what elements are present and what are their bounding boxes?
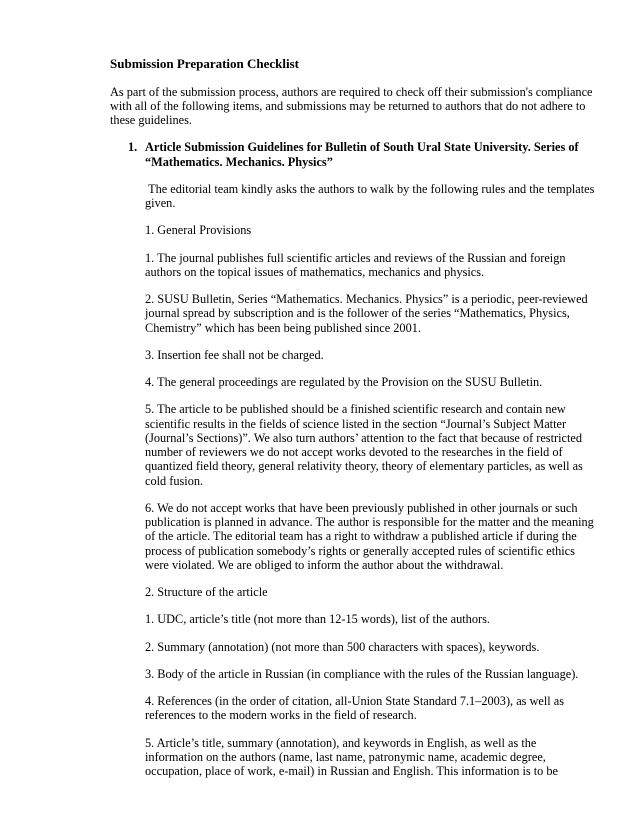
checklist-item-number: 1. xyxy=(128,140,138,155)
guideline-paragraph: 3. Body of the article in Russian (in compliance with the rules of the Russian language). xyxy=(145,666,579,681)
guideline-paragraph: 5. Article’s title, summary (annotation), and keywords in English, as well as the information on the authors (name, last name, patronymic name, academic degree, occupation, place of work, e-mail) in Russian and English. This information is to be xyxy=(145,735,559,779)
guideline-paragraph: 2. SUSU Bulletin, Series “Mathematics. Mechanics. Physics” is a periodic, peer-reviewed journal spread by subscription and is the follower of the series “Mathematics, Physics, Chemistry” which has been being published since 2001. xyxy=(145,292,591,335)
page-title: Submission Preparation Checklist xyxy=(110,56,300,71)
guideline-paragraph: 5. The article to be published should be a finished scientific research and contain new scientific results in the fields of science listed in the section “Journal’s Subject Matter (Journal’s Sections)”. We also turn authors’ attention to the fact that because of restricted number of reviewers we do not accept works devoted to the researches in the field of quantized field theory, general relativity theory, theory of elementary particles, as well as cold fusion. xyxy=(145,402,586,488)
checklist-item-body xyxy=(145,140,597,791)
guideline-paragraph: 4. References (in the order of citation, all-Union State Standard 7.1–2003), as well as references to the modern works in the field of research. xyxy=(145,694,568,723)
guideline-paragraph: 4. The general proceedings are regulated by the Provision on the SUSU Bulletin. xyxy=(145,375,543,390)
guideline-paragraph: 1. The journal publishes full scientific articles and reviews of the Russian and foreign authors on the topical issues of mathematics, mechanics and physics. xyxy=(145,250,569,279)
intro-paragraph: As part of the submission process, authors are required to check off their submission's compliance with all of the following items, and submissions may be returned to authors that do not adhere to these guidelines. xyxy=(110,84,596,128)
guideline-paragraph: 3. Insertion fee shall not be charged. xyxy=(145,347,324,362)
guideline-paragraph: 1. UDC, article’s title (not more than 12-15 words), list of the authors. xyxy=(145,612,490,627)
checklist-item-heading: Article Submission Guidelines for Bulletin of South Ural State University. Series of “Mathematics. Mechanics. Physics” xyxy=(145,140,582,169)
guideline-paragraph: The editorial team kindly asks the authors to walk by the following rules and the templates given. xyxy=(145,181,598,211)
checklist-item xyxy=(128,140,597,791)
section-heading: 2. Structure of the article xyxy=(145,585,268,600)
guideline-paragraph: 6. We do not accept works that have been previously published in other journals or such publication is planned in advance. The author is responsible for the matter and the meaning of the article. The editorial team has a right to withdraw a published article if during the process of publication somebody’s rights or generally accepted rules of scientific ethics were violated. We are obliged to inform the author about the withdrawal. xyxy=(145,500,597,572)
guideline-paragraph: 2. Summary (annotation) (not more than 500 characters with spaces), keywords. xyxy=(145,639,540,654)
section-heading: 1. General Provisions xyxy=(145,223,252,238)
